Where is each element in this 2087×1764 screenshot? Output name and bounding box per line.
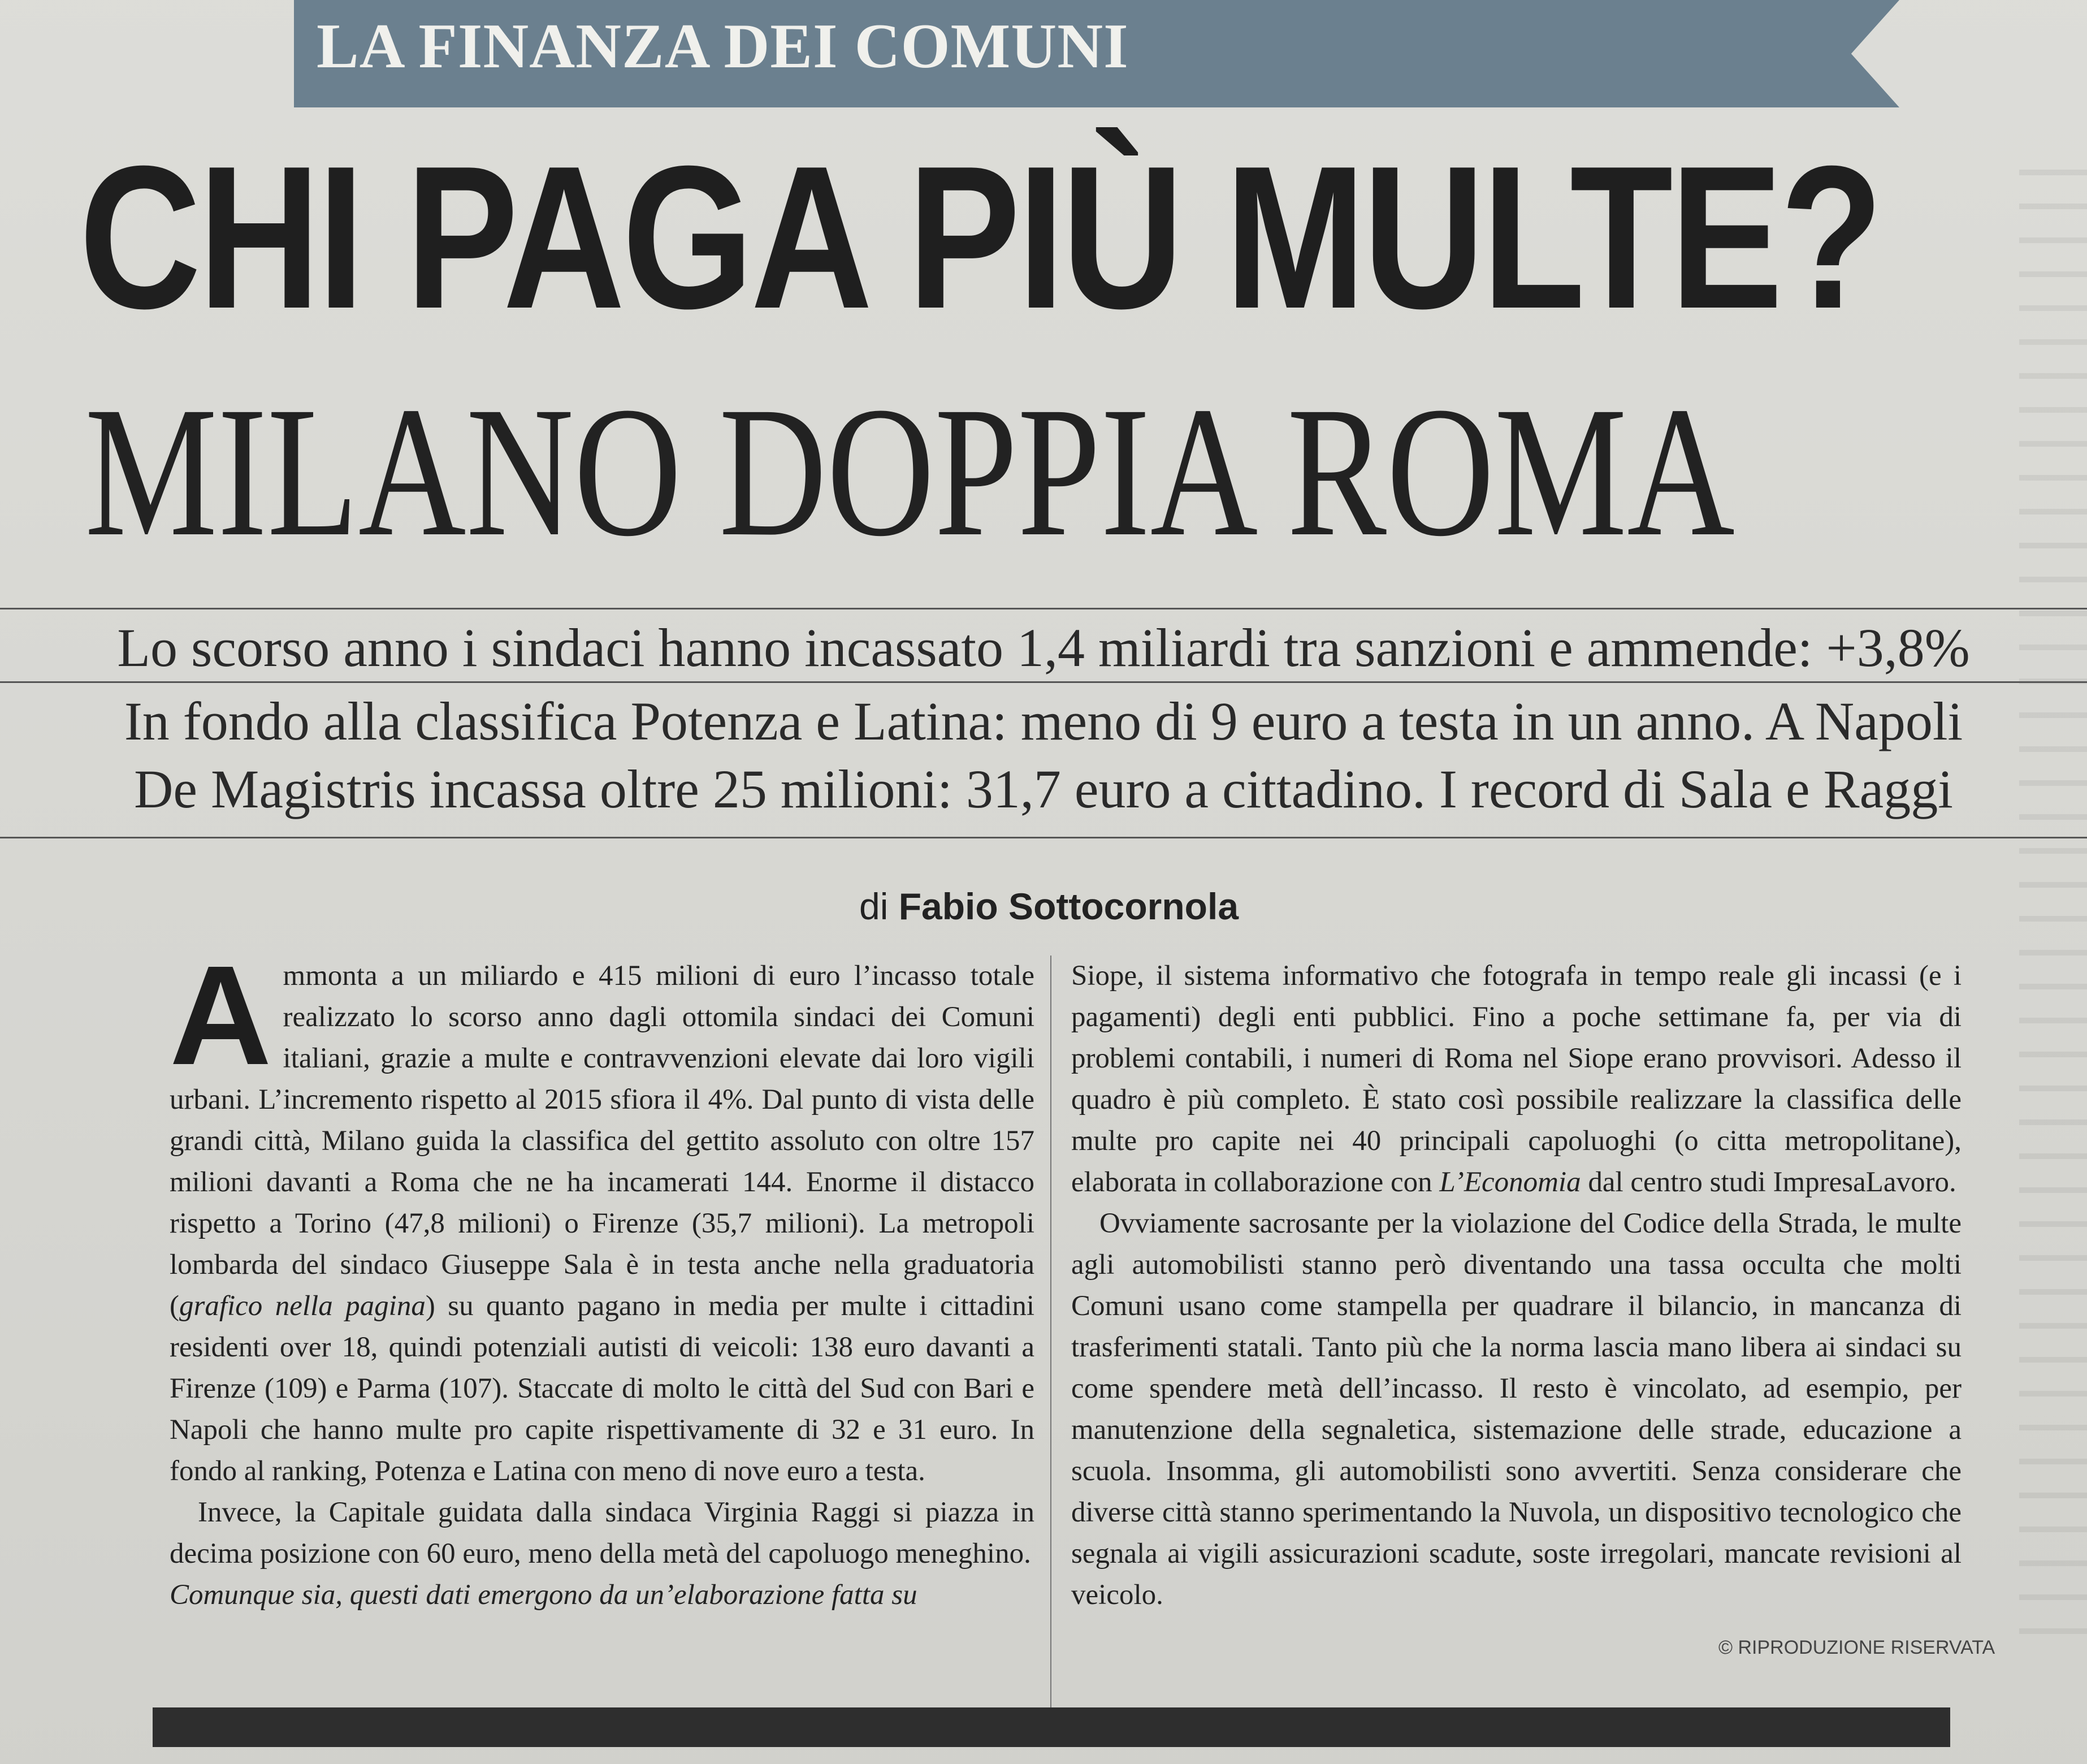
article-paragraph-3-cont [1071,956,1962,1203]
page-show-through [2019,170,2087,1640]
section-title: LA FINANZA DEI COMUNI [317,11,1129,81]
publication-name: L’Economia [1439,1166,1581,1198]
byline-author: Fabio Sottocornola [898,885,1239,927]
headline-line-2: MILANO DOPPIA ROMA [85,369,1735,575]
copyright-notice: © RIPRODUZIONE RISERVATA [1718,1637,1995,1658]
byline [859,885,1239,928]
byline-prefix: di [859,885,889,927]
paragraph-3-end: dal centro studi ImpresaLavoro. [1581,1166,1956,1198]
article-paragraph-1 [170,936,1034,1492]
bottom-bar [153,1707,1950,1747]
deck-line-2: In fondo alla classifica Potenza e Latina: meno di 9 euro a testa in un anno. A Napoli [124,691,1963,751]
article-column-right [1071,956,1962,1616]
paragraph-3-text: Siope, il sistema informativo che fotografa in tempo reale gli incassi (e i pagamenti) degli enti pubblici. Fino a poche settimane fa, per via di problemi contabili, i numeri di Roma nel Siope erano provvisori. Adesso il quadro è più completo. È stato così possibile realizzare la classifica delle multe pro capite nei 40 principali capoluoghi (o citta metropolitane), elaborata in collaborazione con [1071,960,1962,1198]
deck-rule-1 [0,681,2087,683]
drop-cap: A [170,936,272,1094]
article-paragraph-2: Invece, la Capitale guidata dalla sindaca Virginia Raggi si piazza in decima posizione con 60 euro, meno della metà del capoluogo meneghino. [170,1497,1034,1570]
deck-line-3: De Magistris incassa oltre 25 milioni: 31,7 euro a cittadino. I record di Sala e Raggi [134,759,1953,819]
deck-rule-top [0,608,2087,609]
column-divider [1050,956,1051,1707]
article-paragraph-3-start [170,1575,1034,1616]
deck-line-1: Lo scorso anno i sindaci hanno incassato 1,4 miliardi tra sanzioni e ammende: +3,8% [117,617,1970,678]
headline-line-1: CHI PAGA PIÙ MULTE? [79,124,1881,351]
article-column-left [170,936,1034,1616]
deck-rule-bottom [0,837,2087,838]
graphic-reference: grafico nella pagina [179,1290,426,1322]
article-paragraph-4: Ovviamente sacrosante per la violazione del Codice della Strada, le multe agli automobilisti stanno però diventando una tassa occulta che molti Comuni usano come stampella per quadrare il bilancio, in mancanza di trasferimenti statali. Tanto più che la norma lascia mano libera ai sindaci su come spendere metà dell’incasso. Il resto è vincolato, ad esempio, per manutenzione della segnaletica, sistemazione delle strade, educazione a scuola. Insomma, gli automobilisti sono avvertiti. Senza considerare che diverse città stanno sperimentando la Nuvola, un dispositivo tecnologico che segnala ai vigili assicurazioni scadute, soste irregolari, mancate revisioni al veicolo. [1071,1208,1962,1611]
paragraph-3-italic: Comunque sia, questi dati emergono da un’elaborazione fatta su [170,1579,917,1611]
paragraph-1-text: mmonta a un miliardo e 415 milioni di euro l’incasso totale realizzato lo scorso anno dagli ottomila sindaci dei Comuni italiani, grazie a multe e contravvenzioni elevate dai loro vigili urbani. L’incremento rispetto al 2015 sfiora il 4%. Dal punto di vista delle grandi città, Milano guida la classifica del gettito assoluto con oltre 157 milioni davanti a Roma che ne ha incamerati 144. Enorme il distacco rispetto a Torino (47,8 milioni) o Firenze (35,7 milioni). La metropoli lombarda del sindaco Giuseppe Sala è in testa anche nella graduatoria ( [170,960,1034,1322]
paragraph-1-end: ) su quanto pagano in media per multe i cittadini residenti over 18, quindi potenziali autisti di veicoli: 138 euro davanti a Firenze (109) e Parma (107). Staccate di molto le città del Sud con Bari e Napoli che hanno multe pro capite rispettivamente di 32 e 31 euro. In fondo al ranking, Potenza e Latina con meno di nove euro a testa. [170,1290,1034,1487]
